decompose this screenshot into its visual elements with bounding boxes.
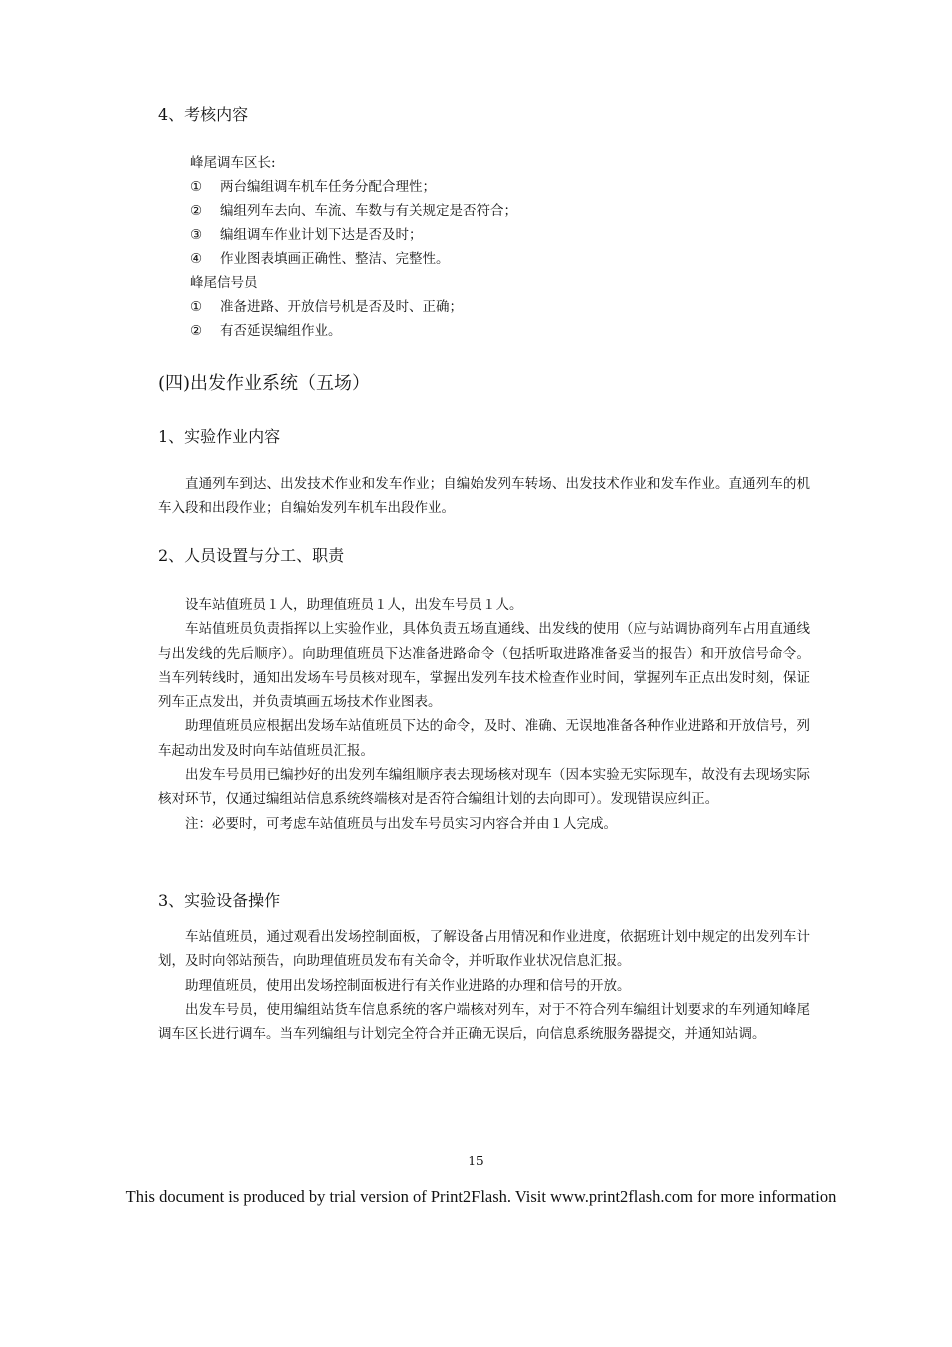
paragraph: 出发车号员，使用编组站货车信息系统的客户端核对列车，对于不符合列车编组计划要求的车列通知峰尾调车区长进行调车。当车列编组与计划完全符合并正确无误后，向信息系统服务器提交，并通知站调。 <box>158 1001 810 1043</box>
list-item <box>190 247 810 271</box>
paragraph: 注：必要时，可考虑车站值班员与出发车号员实习内容合并由１人完成。 <box>185 815 617 832</box>
paragraph: 设车站值班员１人，助理值班员１人，出发车号员１人。 <box>185 597 523 613</box>
list-item-text: 准备进路、开放信号机是否及时、正确； <box>220 299 463 315</box>
list-item-text: 两台编组调车机车任务分配合理性； <box>220 179 436 195</box>
section-heading-assessment: 4、考核内容 <box>158 105 249 124</box>
trial-version-footer: This document is produced by trial version of Print2Flash. Visit www.print2flash.com for more information <box>125 1187 837 1206</box>
paragraph: 直通列车到达、出发技术作业和发车作业；自编始发列车转场、出发技术作业和发车作业。直通列车的机车入段和出段作业；自编始发列车机车出段作业。 <box>158 476 810 517</box>
subsection-heading-equipment: 3、实验设备操作 <box>158 891 281 910</box>
subsection-heading-staffing: 2、人员设置与分工、职责 <box>158 546 345 565</box>
signal-role-title: 峰尾信号员 <box>190 275 258 291</box>
page-number: 15 <box>468 1154 484 1168</box>
subsection-heading-content: 1、实验作业内容 <box>158 427 281 446</box>
paragraph: 助理值班员，使用出发场控制面板进行有关作业进路的办理和信号的开放。 <box>185 977 631 994</box>
paragraph: 助理值班员应根据出发场车站值班员下达的命令，及时、准确、无误地准备各种作业进路和开放信号，列车起动出发及时向车站值班员汇报。 <box>158 718 810 759</box>
subsection-body-staffing <box>158 593 810 836</box>
hump-role-title: 峰尾调车区长: <box>190 155 276 171</box>
list-item <box>190 199 810 223</box>
hump-assessment-list <box>190 151 810 343</box>
list-item-text: 有否延误编组作业。 <box>220 323 342 339</box>
subsection-body-content <box>158 472 810 521</box>
paragraph: 车站值班员负责指挥以上实验作业，具体负责五场直通线、出发线的使用（应与站调协商列车占用直通线与出发线的先后顺序）。向助理值班员下达准备进路命令（包括听取进路准备妥当的报告）和开放信号命令。当车列转线时，通知出发场车号员核对现车，掌握出发列车技术检查作业时间，掌握列车正点出发时刻，保证列车正点发出，并负责填画五场技术作业图表。 <box>158 621 810 711</box>
list-item-text: 编组调车作业计划下达是否及时； <box>220 227 423 243</box>
list-marker: ① <box>190 299 203 315</box>
subsection-body-equipment <box>158 925 810 1046</box>
list-item-text: 作业图表填画正确性、整洁、完整性。 <box>220 251 450 267</box>
list-marker: ② <box>190 323 203 339</box>
paragraph: 出发车号员用已编抄好的出发列车编组顺序表去现场核对现车（因本实验无实际现车，故没有去现场实际核对环节，仅通过编组站信息系统终端核对是否符合编组计划的去向即可）。发现错误应纠正。 <box>158 767 810 808</box>
list-marker: ② <box>190 203 203 219</box>
list-item <box>190 223 810 247</box>
list-item <box>190 295 810 319</box>
list-item <box>190 175 810 199</box>
list-marker: ③ <box>190 227 203 243</box>
list-item-text: 编组列车去向、车流、车数与有关规定是否符合； <box>220 203 517 219</box>
paragraph: 车站值班员，通过观看出发场控制面板，了解设备占用情况和作业进度，依据班计划中规定的出发列车计划，及时向邻站预告，向助理值班员发布有关命令，并听取作业状况信息汇报。 <box>158 929 810 970</box>
list-marker: ① <box>190 179 203 195</box>
system-heading-departure: (四)出发作业系统（五场） <box>158 373 371 394</box>
list-marker: ④ <box>190 251 203 267</box>
list-item <box>190 319 810 343</box>
